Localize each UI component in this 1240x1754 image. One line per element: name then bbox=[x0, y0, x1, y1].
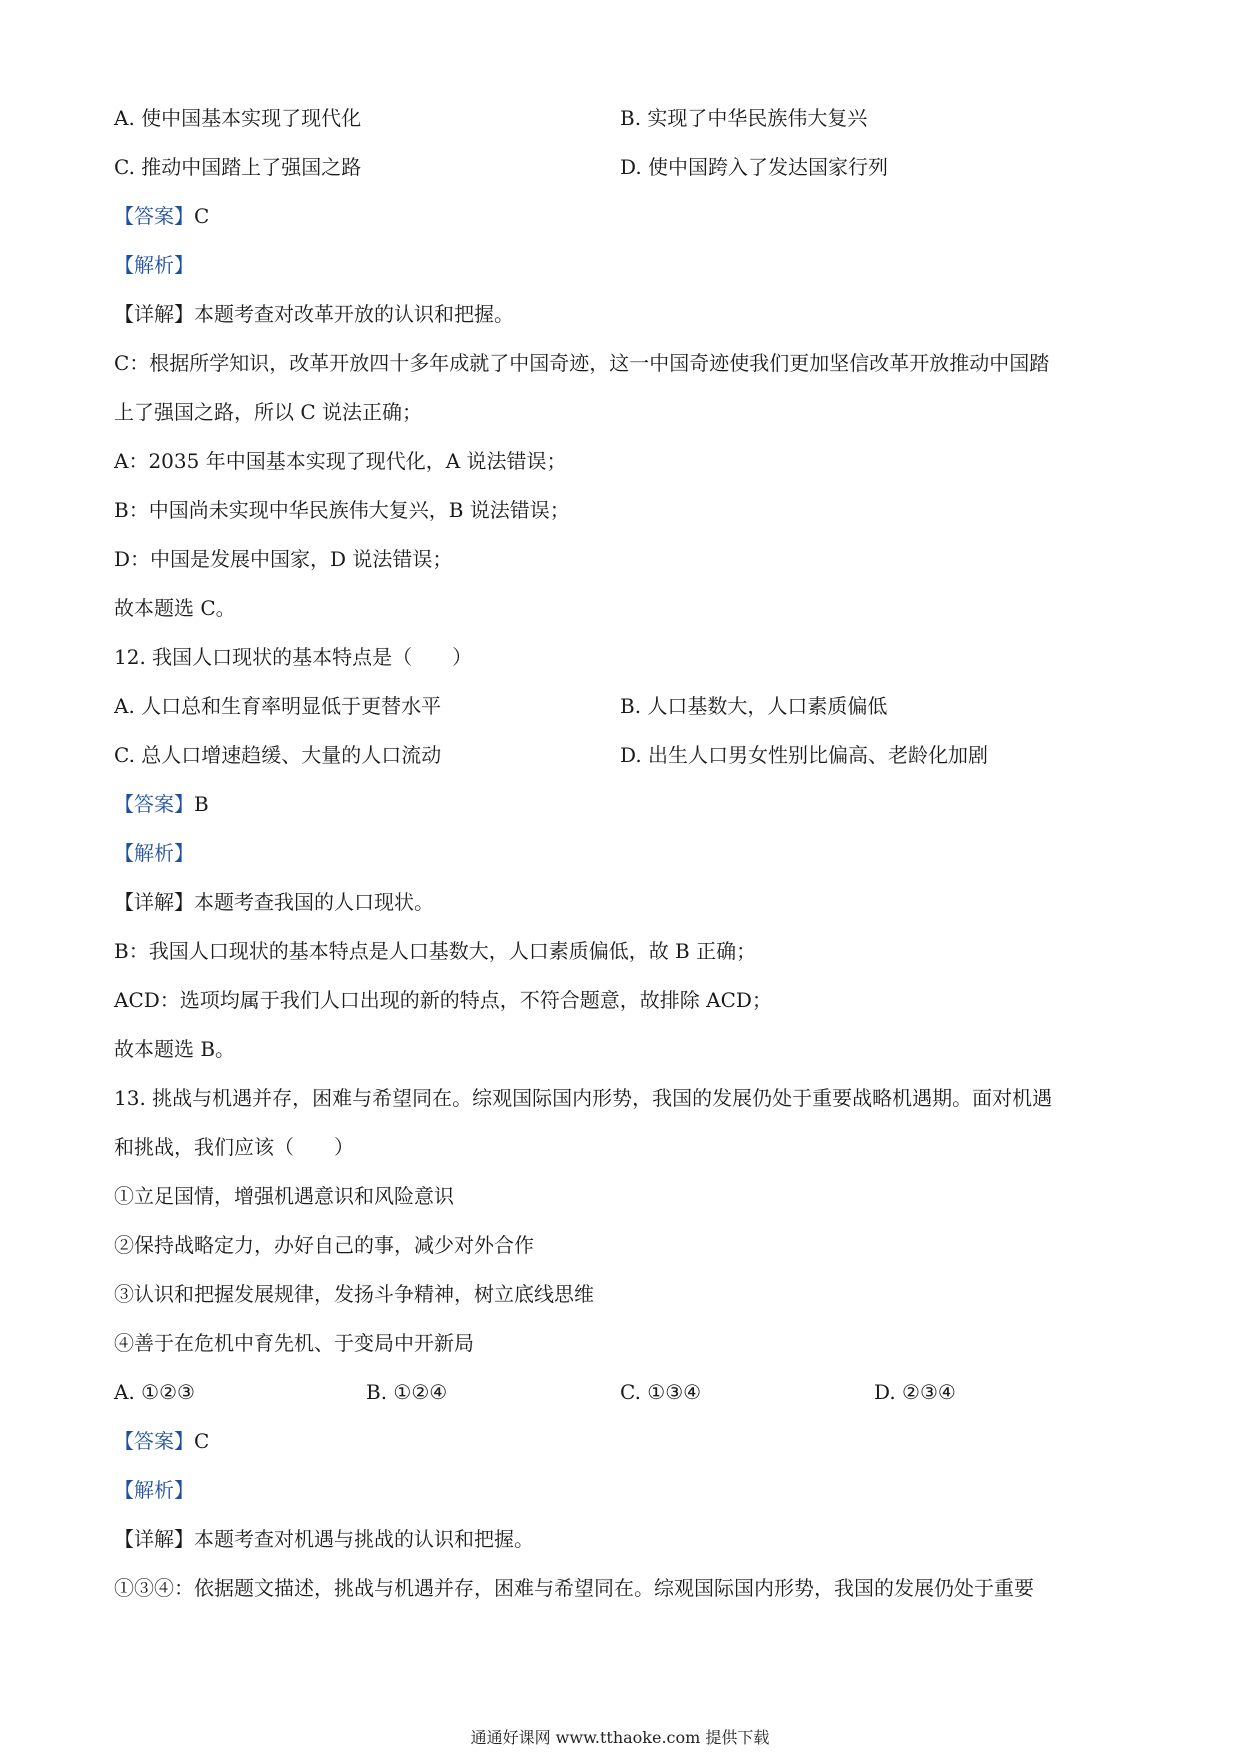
q13-item-3: ③认识和把握发展规律，发扬斗争精神，树立底线思维 bbox=[114, 1282, 594, 1306]
q13-item-4: ④善于在危机中育先机、于变局中开新局 bbox=[114, 1331, 474, 1355]
q13-stem-line-1: 13. 挑战与机遇并存，困难与希望同在。综观国际国内形势，我国的发展仍处于重要战略机遇期。面对机遇 bbox=[114, 1086, 1053, 1110]
detail-tag: 【详解】 bbox=[114, 302, 194, 326]
q13-item-2: ②保持战略定力，办好自己的事，减少对外合作 bbox=[114, 1233, 534, 1257]
q11-analysis-tag: 【解析】 bbox=[114, 253, 194, 277]
q13-option-a: A. ①②③ bbox=[114, 1380, 195, 1404]
answer-value: C bbox=[194, 1429, 210, 1453]
q13-answer bbox=[114, 1427, 209, 1455]
q13-item-1: ①立足国情，增强机遇意识和风险意识 bbox=[114, 1184, 454, 1208]
q11-option-c: C. 推动中国踏上了强国之路 bbox=[114, 155, 362, 179]
detail-tag: 【详解】 bbox=[114, 1527, 194, 1551]
q13-option-d: D. ②③④ bbox=[874, 1380, 956, 1404]
q12-line-1: B：我国人口现状的基本特点是人口基数大，人口素质偏低，故 B 正确； bbox=[114, 939, 757, 963]
q12-answer bbox=[114, 790, 209, 818]
answer-value: C bbox=[194, 204, 210, 228]
detail-text: 本题考查对机遇与挑战的认识和把握。 bbox=[194, 1527, 534, 1551]
q13-detail bbox=[114, 1525, 534, 1553]
q11-line-5: D：中国是发展中国家，D 说法错误； bbox=[114, 547, 453, 571]
q13-option-c: C. ①③④ bbox=[620, 1380, 702, 1404]
q12-line-2: ACD：选项均属于我们人口出现的新的特点，不符合题意，故排除 ACD； bbox=[114, 988, 772, 1012]
q13-option-b: B. ①②④ bbox=[366, 1380, 448, 1404]
page-footer: 通通好课网 www.tthaoke.com 提供下载 bbox=[470, 1728, 770, 1747]
answer-tag: 【答案】 bbox=[114, 204, 194, 228]
q13-stem-line-2: 和挑战，我们应该（ ） bbox=[114, 1135, 354, 1159]
q13-line-1: ①③④：依据题文描述，挑战与机遇并存，困难与希望同在。综观国际国内形势，我国的发展仍处于重要 bbox=[114, 1576, 1034, 1600]
detail-text: 本题考查我国的人口现状。 bbox=[194, 890, 434, 914]
q11-detail bbox=[114, 300, 514, 328]
q12-line-3: 故本题选 B。 bbox=[114, 1037, 236, 1061]
answer-tag: 【答案】 bbox=[114, 792, 194, 816]
q13-analysis-tag: 【解析】 bbox=[114, 1478, 194, 1502]
q12-option-b: B. 人口基数大，人口素质偏低 bbox=[620, 694, 888, 718]
q11-line-1: C：根据所学知识，改革开放四十多年成就了中国奇迹，这一中国奇迹使我们更加坚信改革开放推动中国踏 bbox=[114, 351, 1050, 375]
q12-detail bbox=[114, 888, 434, 916]
q11-option-a: A. 使中国基本实现了现代化 bbox=[114, 106, 362, 130]
q11-option-b: B. 实现了中华民族伟大复兴 bbox=[620, 106, 868, 130]
q11-line-6: 故本题选 C。 bbox=[114, 596, 236, 620]
q11-answer bbox=[114, 202, 209, 230]
q11-option-d: D. 使中国跨入了发达国家行列 bbox=[620, 155, 889, 179]
detail-tag: 【详解】 bbox=[114, 890, 194, 914]
q11-line-4: B：中国尚未实现中华民族伟大复兴，B 说法错误； bbox=[114, 498, 570, 522]
q11-line-3: A：2035 年中国基本实现了现代化，A 说法错误； bbox=[114, 449, 567, 473]
q12-option-a: A. 人口总和生育率明显低于更替水平 bbox=[114, 694, 442, 718]
q12-analysis-tag: 【解析】 bbox=[114, 841, 194, 865]
q12-option-c: C. 总人口增速趋缓、大量的人口流动 bbox=[114, 743, 442, 767]
detail-text: 本题考查对改革开放的认识和把握。 bbox=[194, 302, 514, 326]
q12-option-d: D. 出生人口男女性别比偏高、老龄化加剧 bbox=[620, 743, 989, 767]
q12-stem: 12. 我国人口现状的基本特点是（ ） bbox=[114, 645, 473, 669]
q11-line-2: 上了强国之路，所以 C 说法正确； bbox=[114, 400, 423, 424]
answer-tag: 【答案】 bbox=[114, 1429, 194, 1453]
answer-value: B bbox=[194, 792, 209, 816]
